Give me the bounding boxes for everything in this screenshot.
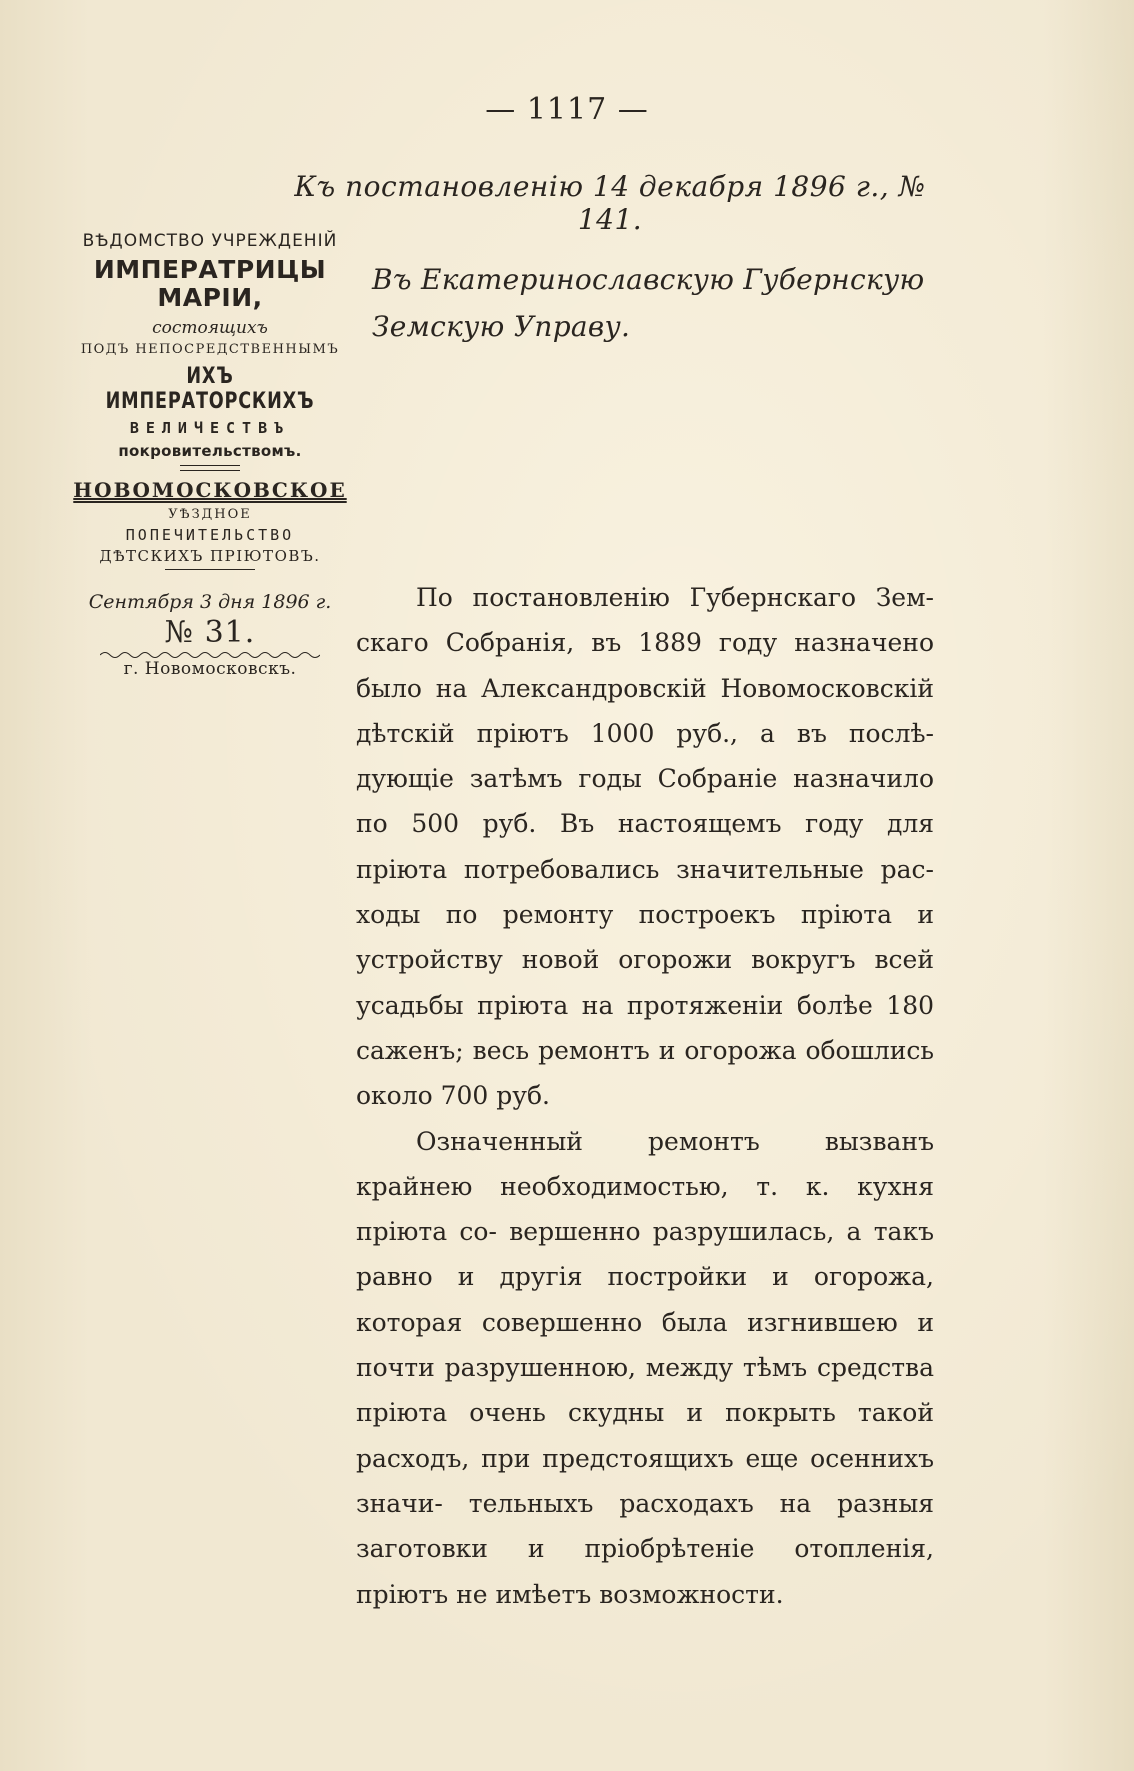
text-line: пріюта потребовались значительные рас-	[356, 854, 934, 884]
letterhead-under-direct: ПОДЪ НЕПОСРЕДСТВЕННЫМЪ	[80, 341, 340, 357]
letterhead-imperial: ИХЪ ИМПЕРАТОРСКИХЪ	[105, 363, 315, 414]
text-line: усадьбы пріюта на протяженіи болѣе	[356, 990, 873, 1020]
text-line: было на Александровскій Новомосковскій	[356, 673, 934, 703]
text-line: По постановленію Губернскаго Зем-	[416, 583, 934, 612]
letterhead-trusteeship: ПОПЕЧИТЕЛЬСТВО	[125, 525, 295, 544]
letterhead-children-shelters: ДѢТСКИХЪ ПРІЮТОВЪ.	[99, 546, 321, 565]
letterhead	[60, 232, 360, 680]
text-line: 180 саженъ; весь ремонтъ и огорожа	[356, 990, 935, 1065]
text-line: и пріобрѣтеніе отопленія, пріютъ не имѣетъ	[356, 1534, 934, 1609]
addressee-line: Земскую Управу.	[372, 310, 631, 343]
text-line: вершенно разрушилась, а такъ равно и	[356, 1217, 934, 1292]
letterhead-city: г. Новомосковскъ.	[123, 659, 297, 680]
letterhead-novomoskovsk: НОВОМОСКОВСКОЕ	[73, 477, 347, 502]
text-line: ходы по ремонту построекъ пріюта и	[356, 900, 934, 930]
text-line: дѣтскій пріютъ 1000 руб., а въ послѣ-	[356, 718, 934, 748]
text-line: необходимостью, т. к. кухня пріюта со-	[356, 1171, 934, 1247]
text-line: другія постройки и огорожа, которая	[356, 1262, 935, 1337]
letterhead-majesty: ВЕЛИЧЕСТВЪ	[129, 419, 291, 438]
letterhead-consisting: состоящихъ	[152, 318, 268, 339]
text-line: скаго Собранія, въ 1889 году назначено	[356, 628, 934, 658]
body-paragraph-1	[356, 575, 934, 1119]
text-line: возможности.	[599, 1579, 784, 1609]
letterhead-uezd: УѢЗДНОЕ	[168, 506, 252, 522]
letterhead-empress: ИМПЕРАТРИЦЫ МАРІИ,	[93, 254, 327, 313]
text-line: обошлись около 700 руб.	[356, 1035, 934, 1111]
text-line: по 500 руб. Въ настоящемъ году для	[356, 809, 934, 839]
page-number: — 1117 —	[485, 92, 649, 127]
letterhead-patronage: покровительствомъ.	[118, 442, 302, 461]
letterhead-department: ВѢДОМСТВО УЧРЕЖДЕНІЙ	[82, 231, 338, 251]
letterhead-divider	[180, 465, 240, 471]
letter-body	[356, 575, 934, 1617]
letterhead-short-rule	[165, 569, 255, 570]
body-paragraph-2	[356, 1119, 934, 1617]
text-line: Означенный ремонтъ вызванъ крайнею	[356, 1126, 934, 1201]
addressee	[372, 256, 942, 350]
text-line: очень скудны и покрыть такой расходъ,	[356, 1398, 934, 1473]
text-line: разрушенною, между тѣмъ средства пріюта	[356, 1353, 935, 1428]
text-line: совершенно была изгнившею и почти	[356, 1307, 934, 1383]
letterhead-doc-number: № 31.	[164, 614, 256, 650]
text-line: при предстоящихъ еще осеннихъ значи-	[356, 1443, 935, 1518]
text-line: тельныхъ расходахъ на разныя заготовки	[356, 1488, 934, 1564]
letterhead-date: Сентября 3 дня 1896 г.	[88, 591, 332, 614]
text-line: устройству новой огорожи вокругъ всей	[356, 945, 934, 975]
text-line: дующіе затѣмъ годы Собраніе назначило	[356, 764, 934, 794]
page-heading: Къ постановленію 14 декабря 1896 г., № 141.	[294, 170, 926, 236]
addressee-line: Въ Екатеринославскую Губернскую	[372, 263, 925, 296]
